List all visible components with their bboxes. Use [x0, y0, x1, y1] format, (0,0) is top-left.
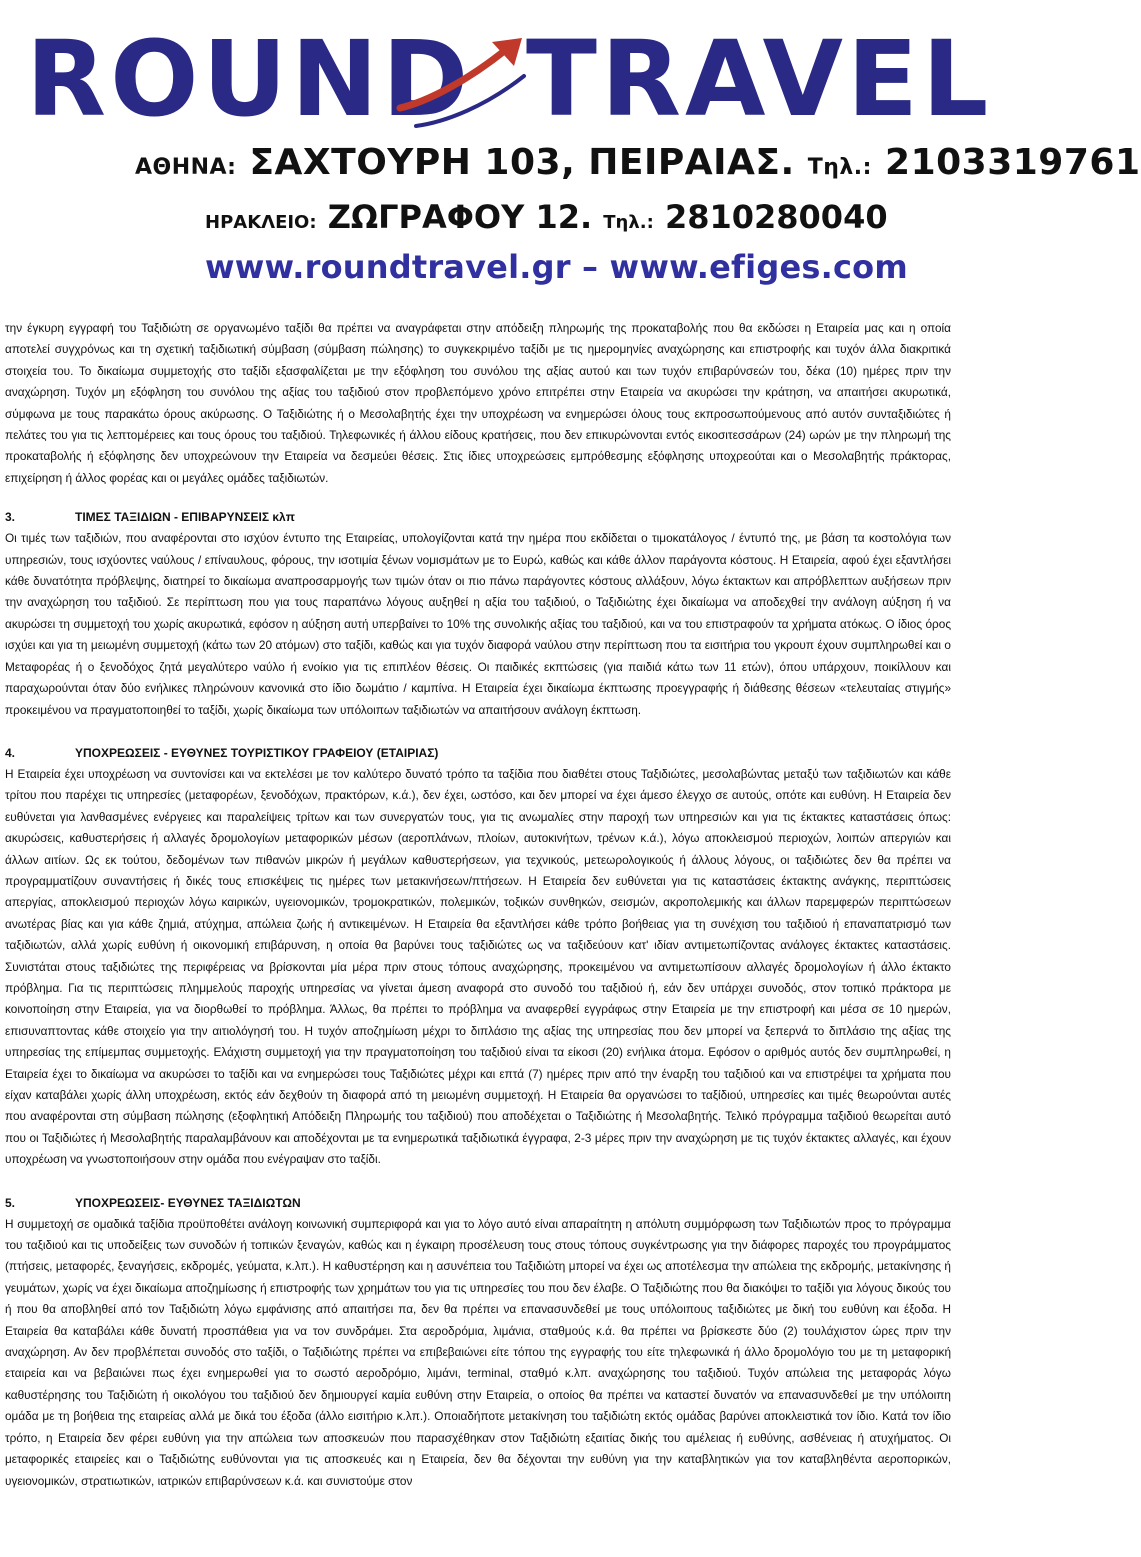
section-title: ΤΙΜΕΣ ΤΑΞΙΔΙΩΝ - ΕΠΙΒΑΡΥΝΣΕΙΣ κλπ: [75, 510, 295, 525]
logo-text-left: ROUND: [26, 18, 473, 140]
section-paragraph: Η συμμετοχή σε ομαδικά ταξίδια προϋποθέτει ανάλογη κοινωνική συμπεριφορά και για το λόγο αυτό είναι απαραίτητη η απόλυτη συμμόρφωση των Ταξιδιωτών προς το πρόγραμμα του ταξιδιού και τις υποδείξεις των συνοδών ή τοπικών ξεναγών, καθώς και η έγκαιρη προσέλευση τους στους τόπους συγκέντρωσης για την διάφορες παροχές του προγράμματος (πτήσεις, μεταφορές, ξεναγήσεις, εκδρομές, γεύματα, κ.λπ.). Η καθυστέρηση και η ασυνέπεια του Ταξιδιώτη μπορεί να έχει ως αποτέλεσμα την απώλεια της εκδρομής, μετακίνησης ή γευμάτων, χωρίς να έχει δικαίωμα αποζημίωσης ή επιστροφής των χρημάτων του για τις υπηρεσίες του που δεν έλαβε. Ο Ταξιδιώτης που θα διακόψει το ταξίδι για λόγους δικούς του ή που θα αποβληθεί από τον Ταξιδιώτη λόγω εμφάνισης από απαιτήσει πα, δεν θα πρέπει να επανασυνδεθεί με τους υπόλοιπους ταξιδιώτες με δική του ευθύνη και έξοδα. Η Εταιρεία θα καταβάλει κάθε δυνατή προσπάθεια για να τον συνδράμει. Στα αεροδρόμια, λιμάνια, σταθμούς κ.ά. θα πρέπει να βρίσκεστε δύο (2) τουλάχιστον ώρες πριν την αναχώρηση. Αν δεν προβλέπεται συνοδός στο ταξίδι, ο Ταξιδιώτης πρέπει να επιβεβαιώνει είτε τόπου της εγγραφής του είτε τηλεφωνικά ή άλλο δρομολόγιο του με τη μεταφορική εταιρεία και να βεβαιώνει πως έχει ενημερωθεί για το σωστό αεροδρόμιο, λιμάνι, terminal, σταθμό κ.λπ. αναχώρησης του ταξιδιού. Τυχόν απώλεια της μεταφοράς λόγω καθυστέρησης του Ταξιδιώτη ή οικολόγου του ταξιδιού δεν δημιουργεί καμία ευθύνη στην Εταιρεία, ο οποίος θα πρέπει να καταστεί δυνατόν να επανασυνδεθεί με την υπόλοιπη ομάδα με τη βοήθεια της εταιρείας αλλά με δικά του έξοδα (άλλο εισιτήριο κ.λπ.). Οποιαδήποτε μετακίνηση του ταξιδιώτη εκτός ομάδας βαρύνει αποκλειστικά τον ίδιο. Κατά τον ίδιο τρόπο, η Εταιρεία δεν φέρει ευθύνη για την απώλεια των αποσκευών που παρασχέθηκαν στον Ταξιδιώτη εξαιτίας δικής του αμέλειας ή ευθύνης, ασθένειας ή ατυχήματος. Οι μεταφορικές εταιρείες και ο Ταξιδιώτης ευθύνονται για τις αποσκευές και η Εταιρεία, δεν θα δέχονται την ευθύνη για την καταβλητικών για τον καταβληθέντα αεροπορικών, υγειονομικών, στρατιωτικών, ιατρικών επιβαρύνσεων κ.ά. και συνιστούμε στον: [5, 1216, 951, 1488]
document-body: [5, 318, 951, 1492]
section-agency-obligations: [5, 743, 951, 1171]
logo-arrow-icon: [396, 30, 546, 140]
section-prices: [5, 507, 951, 721]
company-logo: [18, 18, 993, 140]
section-number: 5.: [5, 1195, 16, 1210]
section-traveler-obligations: [5, 1193, 951, 1492]
section-number: 3.: [5, 510, 16, 525]
athens-address-line: [135, 142, 1141, 183]
athens-phone-label: Τηλ.:: [807, 155, 872, 180]
section-title: ΥΠΟΧΡΕΩΣΕΙΣ- ΕΥΘΥΝΕΣ ΤΑΞΙΔΙΩΤΩΝ: [75, 1195, 301, 1210]
heraklion-phone: 2810280040: [664, 198, 888, 236]
section-paragraph: Η Εταιρεία έχει υποχρέωση να συντονίσει και να εκτελέσει με τον καλύτερο δυνατό τρόπο τα ταξίδια που διαθέτει στους Ταξιδιώτες, μεσολαβώντας μεταξύ των ταξιδιωτών και κάθε τρίτου που παρέχει τις υπηρεσίες (μεταφορέων, ξενοδόχων, πρακτόρων, κ.ά.), δεν έχει, ωστόσο, και δεν μπορεί να έχει άμεσο έλεγχο σε αυτούς, οπότε και ευθύνη. Η Εταιρεία δεν ευθύνεται για λανθασμένες ενέργειες και παραλείψεις τρίτων και των συνεργατών τους, για τις ανωμαλίες στην παροχή των υπηρεσιών και για τις έκτακτες καταστάσεις όπως: ακυρώσεις, καθυστερήσεις ή αλλαγές δρομολογίων μεταφορικών μέσων (αεροπλάνων, πλοίων, αυτοκινήτων, τρένων κ.ά.), λόγω αποκλεισμού περιοχών, λοιπών απεργιών και άλλων αιτίων. Ως εκ τούτου, δεδομένων των πιθανών μικρών ή μεγάλων καθυστερήσεων, για τεχνικούς, μετεωρολογικούς ή άλλους λόγους, οι ταξιδιώτες δεν θα πρέπει να προγραμματίζουν συναντήσεις ή δικές τους επισκέψεις τις ημέρες των μετακινήσεων/πτήσεων. Η Εταιρεία δεν ευθύνεται για τις καταστάσεις έκτακτης ανάγκης, περιπτώσεις απεργίας, αποκλεισμού περιοχών λόγω καιρικών, υγειονομικών, τρομοκρατικών, πολεμικών, τοξικών συνθηκών, σεισμών, ακροπολεμικής και άλλων παρεμφερών περιπτώσεων ανωτέρας βίας και για κάθε ζημιά, ατύχημα, απώλεια ζωής ή αντικειμένων. Η Εταιρεία θα εξαντλήσει κάθε τρόπο βοήθειας για τη συνέχιση του ταξιδιού ή επαναπατρισμό των ταξιδιωτών, αλλά χωρίς ευθύνη ή οικονομική επιβάρυνση, η οποία θα βαρύνει τους ταξιδιώτες ως να ταξιδεύουν κατ' ιδίαν αντιμετωπίζοντας ανάλογες έκτακτες καταστάσεις. Συνιστάται στους ταξιδιώτες της περιφέρειας να βρίσκονται μία μέρα πριν στους τόπους αναχώρησης, προκειμένου να αντιμετωπίσουν αλλαγές δρομολογίων ή άλλο έκτακτο πρόβλημα. Για τις περιπτώσεις πλημμελούς παροχής υπηρεσίας να γίνεται άμεση αναφορά στο συνοδό του ταξιδιού ή, εάν δεν υπάρχει συνοδός, στον τοπικό πράκτορα με κοινοποίηση στην Εταιρεία, για να διορθωθεί το πρόβλημα. Άλλως, θα πρέπει το πρόβλημα να αναφερθεί εγγράφως στην Εταιρεία με την επιστροφή και μέσα σε 10 ημερών, επισυναπτοντας κάθε στοιχείο για την αιτιολόγησή του. Η τυχόν αποζημίωση μέχρι το διπλάσιο της αξίας της υπηρεσίας που δεν μπορεί να ξεπερνά το διπλάσιο της αξίας της υπηρεσίας της επίμεμπας συμμετοχής. Ελάχιστη συμμετοχή για την πραγματοποίηση του ταξιδιού είναι τα είκοσι (20) ενήλικα άτομα. Εφόσον ο αριθμός αυτός δεν συμπληρωθεί, η Εταιρεία έχει το δικαίωμα να ακυρώσει το ταξίδι και να ενημερώσει τους Ταξιδιώτες μέχρι και επτά (7) ημέρες πριν από την έναρξη του ταξιδιού και να επιστρέψει τα χρήματα που είχαν καταβάλει χωρίς άλλη υποχρέωση, εκτός εάν δεχθούν τη διαφορά από τη μειωμένη συμμετοχή. Η Εταιρεία θα οργανώσει το ταξίδιού, υπηρεσίες και τιμές θεωρούνται αυτές που αναφέρονται στη σύμβαση πώλησης (εξοφλητική Απόδειξη Πληρωμής του ταξιδιού) που αποδέχεται ο Ταξιδιώτης ή Μεσολαβητής. Τελικό πρόγραμμα ταξιδιού θεωρείται αυτό που οι Ταξιδιώτες ή Μεσολαβητής παραλαμβάνουν και αποδέχονται με τα ενημερωτικά ταξιδιωτικά έγγραφα, 2-3 μέρες πριν την αναχώρηση με τις τυχόν έκτακτες αλλαγές, και έχουν υποχρέωση να γνωστοποιήσουν στην ομάδα που ενέγραψαν στο ταξίδι.: [5, 766, 951, 1167]
section-heading: [5, 507, 951, 528]
heraklion-label: ΗΡΑΚΛΕΙΟ:: [205, 212, 317, 233]
athens-label: ΑΘΗΝΑ:: [135, 155, 237, 180]
section-number: 4.: [5, 745, 16, 760]
letterhead: [0, 0, 1141, 300]
section-title: ΥΠΟΧΡΕΩΣΕΙΣ - ΕΥΘΥΝΕΣ ΤΟΥΡΙΣΤΙΚΟΥ ΓΡΑΦΕΙΟΥ (ΕΤΑΙΡΙΑΣ): [75, 745, 439, 760]
section-heading: [5, 743, 951, 764]
section-paragraph: Οι τιμές των ταξιδιών, που αναφέρονται στο ισχύον έντυπο της Εταιρείας, υπολογίζονται κατά την ημέρα που εκδίδεται ο τιμοκατάλογος / έντυπό της, με βάση τα κοστολόγια των υπηρεσιών, τους ισχύοντες ναύλους / επίναυλους, φόρους, την ισοτιμία ξένων νομισμάτων με το Ευρώ, καθώς και κάθε άλλον παράγοντα κόστους. Η Εταιρεία, αφού έχει εξαντλήσει κάθε δυνατότητα πρόβλεψης, διατηρεί το δικαίωμα αναπροσαρμογής των τιμών όταν οι πιο πάνω παράγοντες κόστους αλλάξουν, λόγω έκτακτων και απρόβλεπτων αυξήσεων πριν την αναχώρηση του ταξιδιού. Σε περίπτωση που για τους παραπάνω λόγους αυξηθεί η αξία του ταξιδιού, ο Ταξιδιώτης έχει δικαίωμα να αποδεχθεί την ανάλογη αύξηση ή να ακυρώσει τη συμμετοχή του χωρίς ακυρωτικά, εφόσον η αύξηση αυτή υπερβαίνει το 10% της συνολικής αξίας του ταξιδιού, και να του επιστραφούν τα χρήματα ατόκως. Ο ίδιος όρος ισχύει και για τη μειωμένη συμμετοχή (κάτω των 20 ατόμων) στο ταξίδι, καθώς και για τυχόν διαφορά ναύλου στην περίπτωση που τα εισιτήρια του γκρουπ έχουν συμπληρωθεί και ο Μεταφορέας ή ο ξενοδόχος ζητά μεγαλύτερο ναύλο ή ενοίκιο για τις επιπλέον θέσεις. Οι παιδικές εκπτώσεις (για παιδιά κάτω των 11 ετών), όπου υπάρχουν, ποικίλλουν και παραχωρούνται όταν δύο ενήλικες πληρώνουν κανονικά στο ίδιο δωμάτιο / καμπίνα. Η Εταιρεία έχει δικαίωμα έκπτωσης προεγγραφής ή διάθεσης θέσεων «τελευταίας στιγμής» προκειμένου να πραγματοποιηθεί το ταξίδι, χωρίς δικαίωμα των υπόλοιπων ταξιδιωτών να απαιτήσουν ανάλογη έκπτωση.: [5, 531, 951, 717]
intro-paragraph: την έγκυρη εγγραφή του Ταξιδιώτη σε οργανωμένο ταξίδι θα πρέπει να αναγράφεται στην απόδειξη πληρωμής της προκαταβολής που θα εκδώσει η Εταιρεία μας και η οποία αποτελεί συγχρόνως και τη σχετική ταξιδιωτική σύμβαση (σύμβαση πώλησης) το συγκεκριμένο ταξίδι με τις ημερομηνίες αναχώρησης και επιστροφής και τυχόν άλλα διακριτικά στοιχεία του. Το δικαίωμα συμμετοχής στο ταξίδι εξασφαλίζεται με την εξόφληση του συνόλου της αξίας αυτού και των τυχόν επιβαρύνσεών του, δέκα (10) ημέρες πριν την αναχώρηση. Τυχόν μη εξόφληση του συνόλου της αξίας του ταξιδιού στον προβλεπόμενο χρόνο επιτρέπει στην Εταιρεία να ακυρώσει την κράτηση, να απαιτήσει ακυρωτικά, σύμφωνα με τους παρακάτω όρους ακύρωσης. Ο Ταξιδιώτης ή ο Μεσολαβητής έχει την υποχρέωση να ενημερώσει όλους τους εκπροσωπούμενους από αυτόν συνταξιδιώτες ή πελάτες του για τις λεπτομέρειες και τους όρους του ταξιδιού. Τηλεφωνικές ή άλλου είδους κρατήσεις, που δεν επικυρώνονται εντός εικοσιτεσσάρων (24) ωρών με την πληρωμή της προκαταβολής ή εξόφλησης δεν υποχρεώνουν την Εταιρεία να δεσμεύει θέσεις. Στις ίδιες υποχρεώσεις εμπρόθεσμης εξόφλησης υποχρεούται και ο Μεσολαβητής πράκτορας, επιχείρηση ή άλλος φορέας και οι μεγάλες ομάδες ταξιδιωτών.: [5, 321, 951, 485]
website-links: www.roundtravel.gr – www.efiges.com: [205, 248, 908, 286]
heraklion-phone-label: Τηλ.:: [603, 212, 654, 233]
heraklion-address: ΖΩΓΡΑΦΟΥ 12.: [327, 198, 593, 236]
logo-text-right: TRAVEL: [526, 18, 993, 140]
athens-address: ΣΑΧΤΟΥΡΗ 103, ΠΕΙΡΑΙΑΣ.: [249, 142, 795, 183]
section-heading: [5, 1193, 951, 1214]
athens-phone: 2103319761: [885, 142, 1141, 183]
heraklion-address-line: [205, 198, 888, 236]
